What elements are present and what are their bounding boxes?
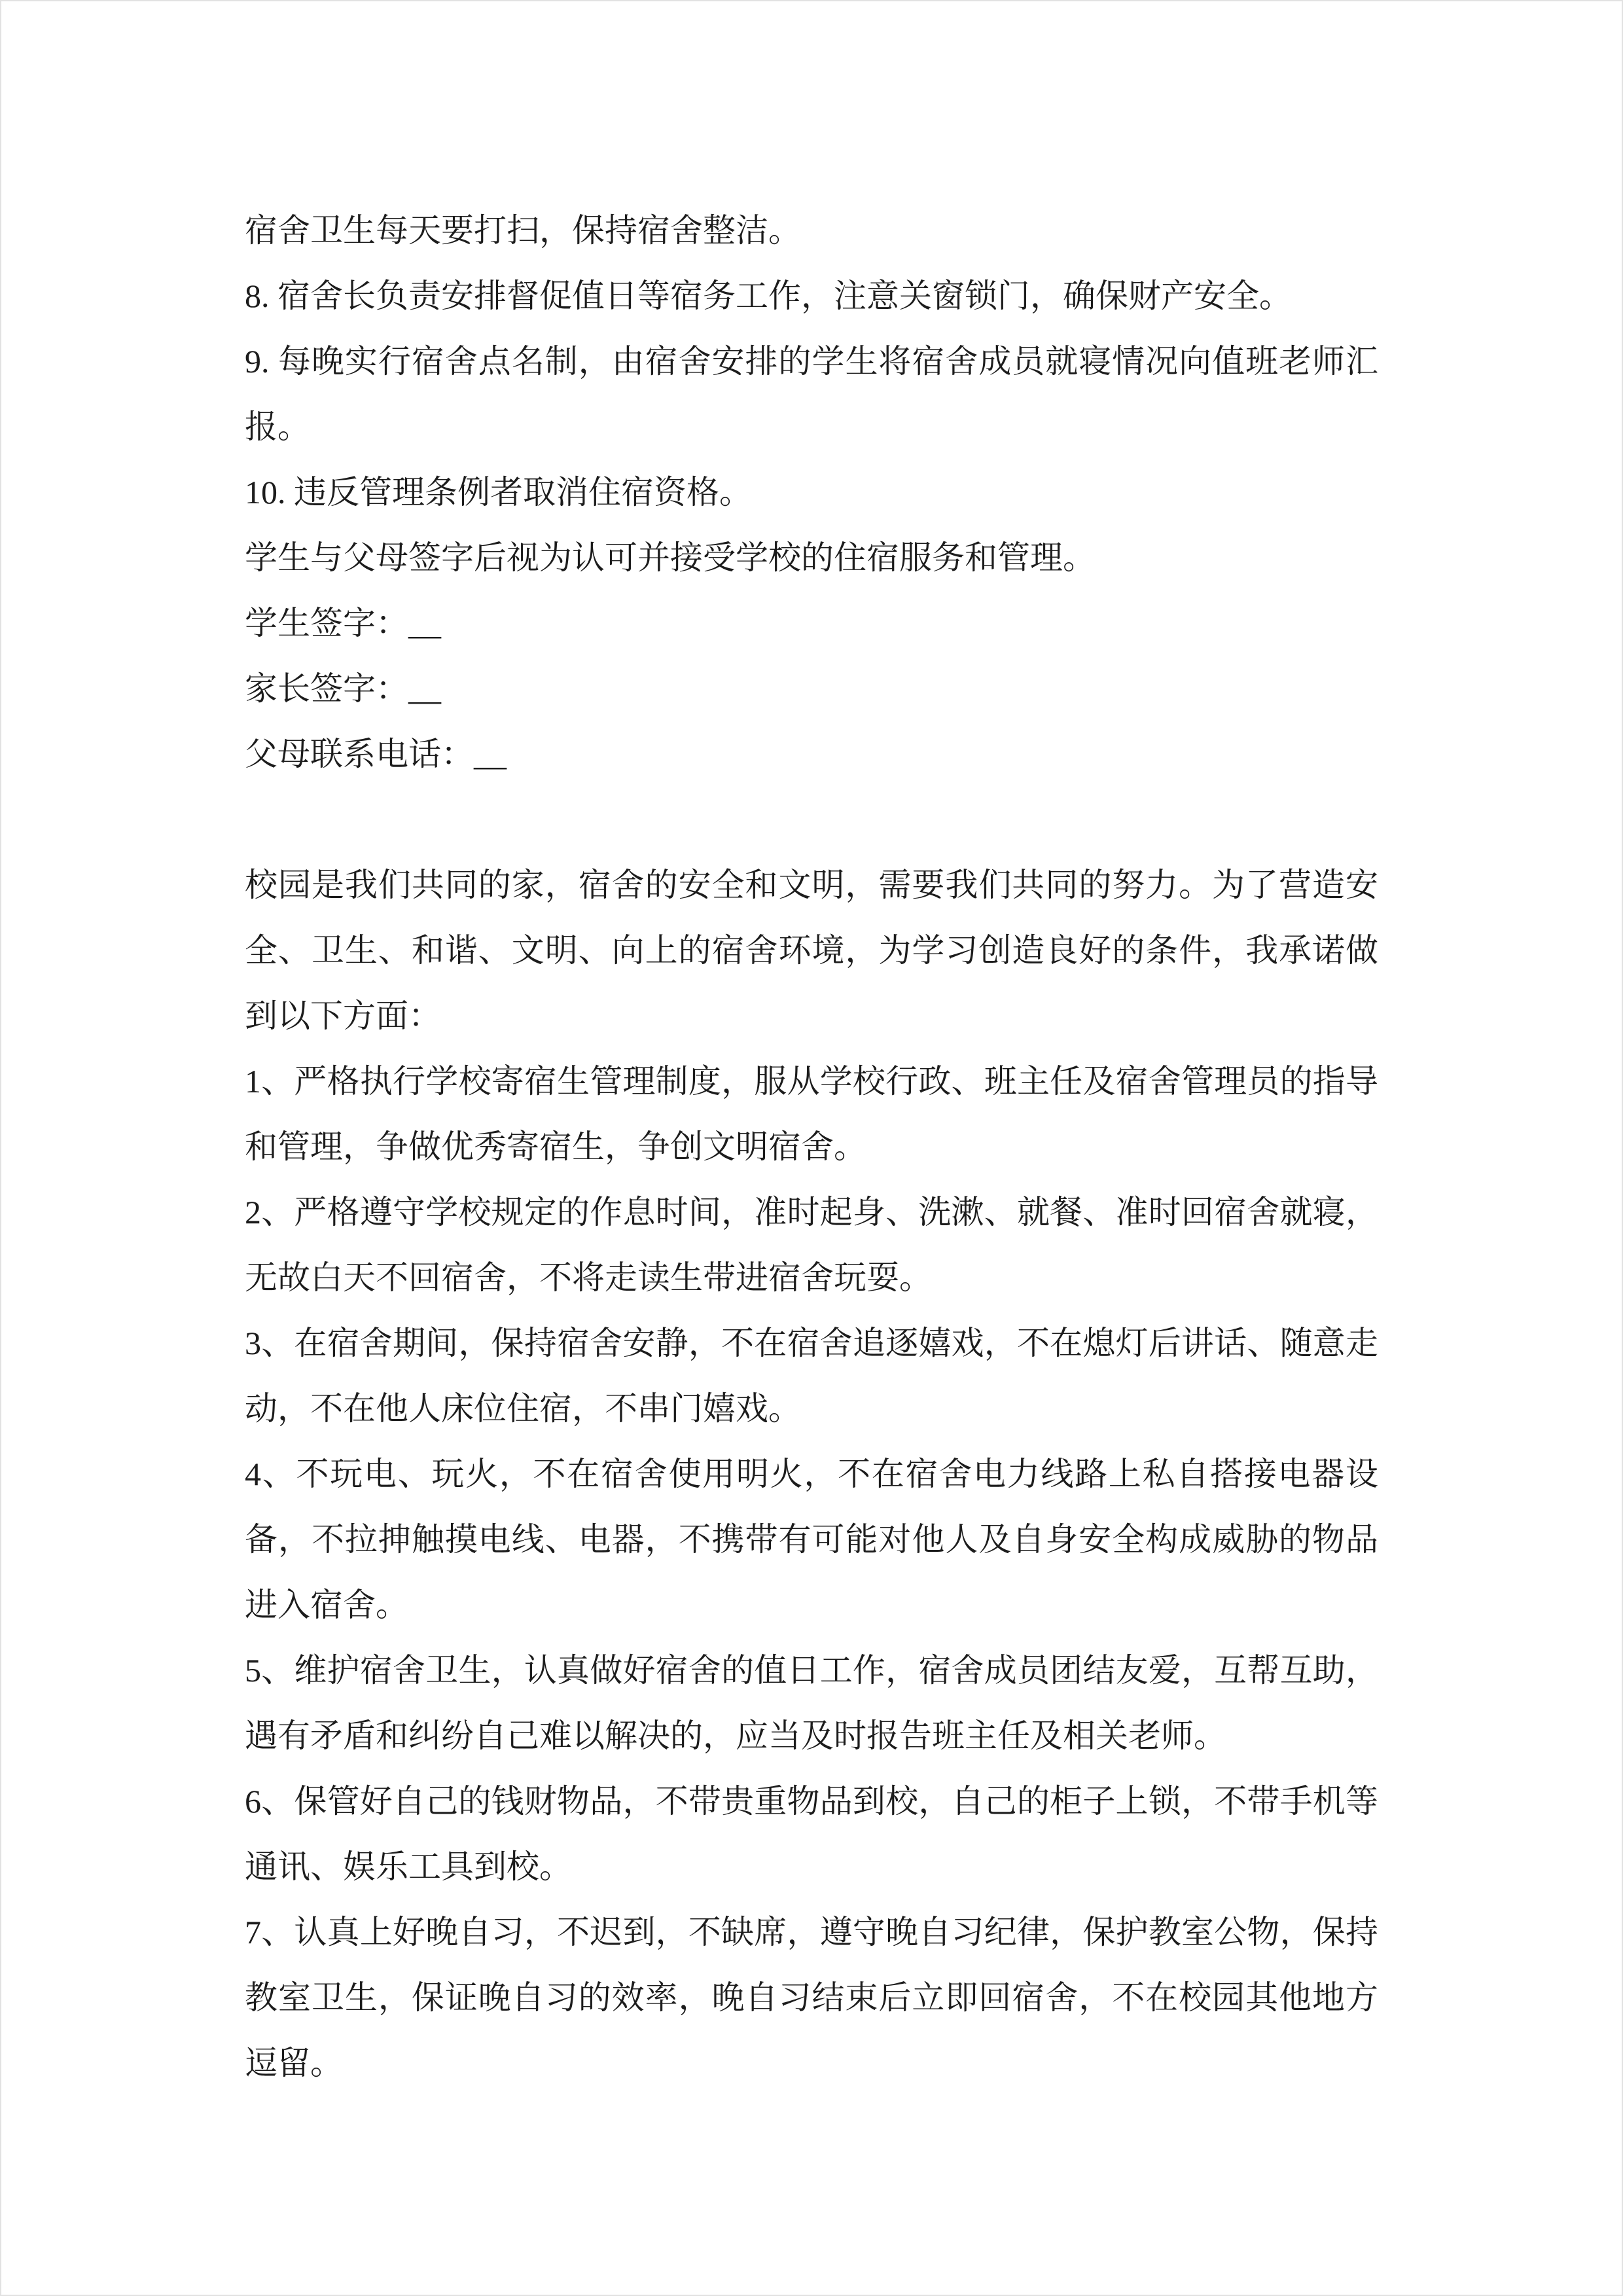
pledge-item-4: 4、不玩电、玩火，不在宿舍使用明火，不在宿舍电力线路上私自搭接电器设备，不拉抻触摸电线、电器，不携带有可能对他人及自身安全构成威胁的物品进入宿舍。: [245, 1456, 1378, 1623]
parent-phone-line: 父母联系电话：__: [245, 736, 507, 772]
parent-signature-line: 家长签字：__: [245, 670, 441, 707]
pledge-intro: 校园是我们共同的家，宿舍的安全和文明，需要我们共同的努力。为了营造安全、卫生、和谐、文明、向上的宿舍环境，为学习创造良好的条件，我承诺做到以下方面：: [245, 867, 1378, 1034]
rule-item-9: 9. 每晚实行宿舍点名制，由宿舍安排的学生将宿舍成员就寝情况向值班老师汇报。: [245, 343, 1378, 445]
pledge-item-6: 6、保管好自己的钱财物品，不带贵重物品到校，自己的柜子上锁，不带手机等通讯、娱乐工具到校。: [245, 1783, 1378, 1885]
section-dorm-rules: [245, 198, 1378, 787]
section-pledge: [245, 852, 1378, 2096]
acknowledgement-line: 学生与父母签字后视为认可并接受学校的住宿服务和管理。: [245, 539, 1096, 576]
document-body: [245, 198, 1378, 2096]
pledge-item-5: 5、维护宿舍卫生，认真做好宿舍的值日工作，宿舍成员团结友爱，互帮互助，遇有矛盾和纠纷自己难以解决的，应当及时报告班主任及相关老师。: [245, 1652, 1378, 1754]
pledge-item-7: 7、认真上好晚自习，不迟到，不缺席，遵守晚自习纪律，保护教室公物，保持教室卫生，保证晚自习的效率，晚自习结束后立即回宿舍，不在校园其他地方逗留。: [245, 1914, 1378, 2081]
pledge-item-2: 2、严格遵守学校规定的作息时间，准时起身、洗漱、就餐、准时回宿舍就寝，无故白天不回宿舍，不将走读生带进宿舍玩耍。: [245, 1194, 1378, 1296]
pledge-item-1: 1、严格执行学校寄宿生管理制度，服从学校行政、班主任及宿舍管理员的指导和管理，争做优秀寄宿生，争创文明宿舍。: [245, 1063, 1378, 1165]
rule-item-8: 8. 宿舍长负责安排督促值日等宿务工作，注意关窗锁门，确保财产安全。: [245, 278, 1292, 314]
pledge-item-3: 3、在宿舍期间，保持宿舍安静，不在宿舍追逐嬉戏，不在熄灯后讲话、随意走动，不在他人床位住宿，不串门嬉戏。: [245, 1325, 1378, 1427]
rule-item-10: 10. 违反管理条例者取消住宿资格。: [245, 474, 752, 511]
student-signature-line: 学生签字：__: [245, 605, 441, 641]
rules-continuation-line: 宿舍卫生每天要打扫，保持宿舍整洁。: [245, 212, 801, 249]
